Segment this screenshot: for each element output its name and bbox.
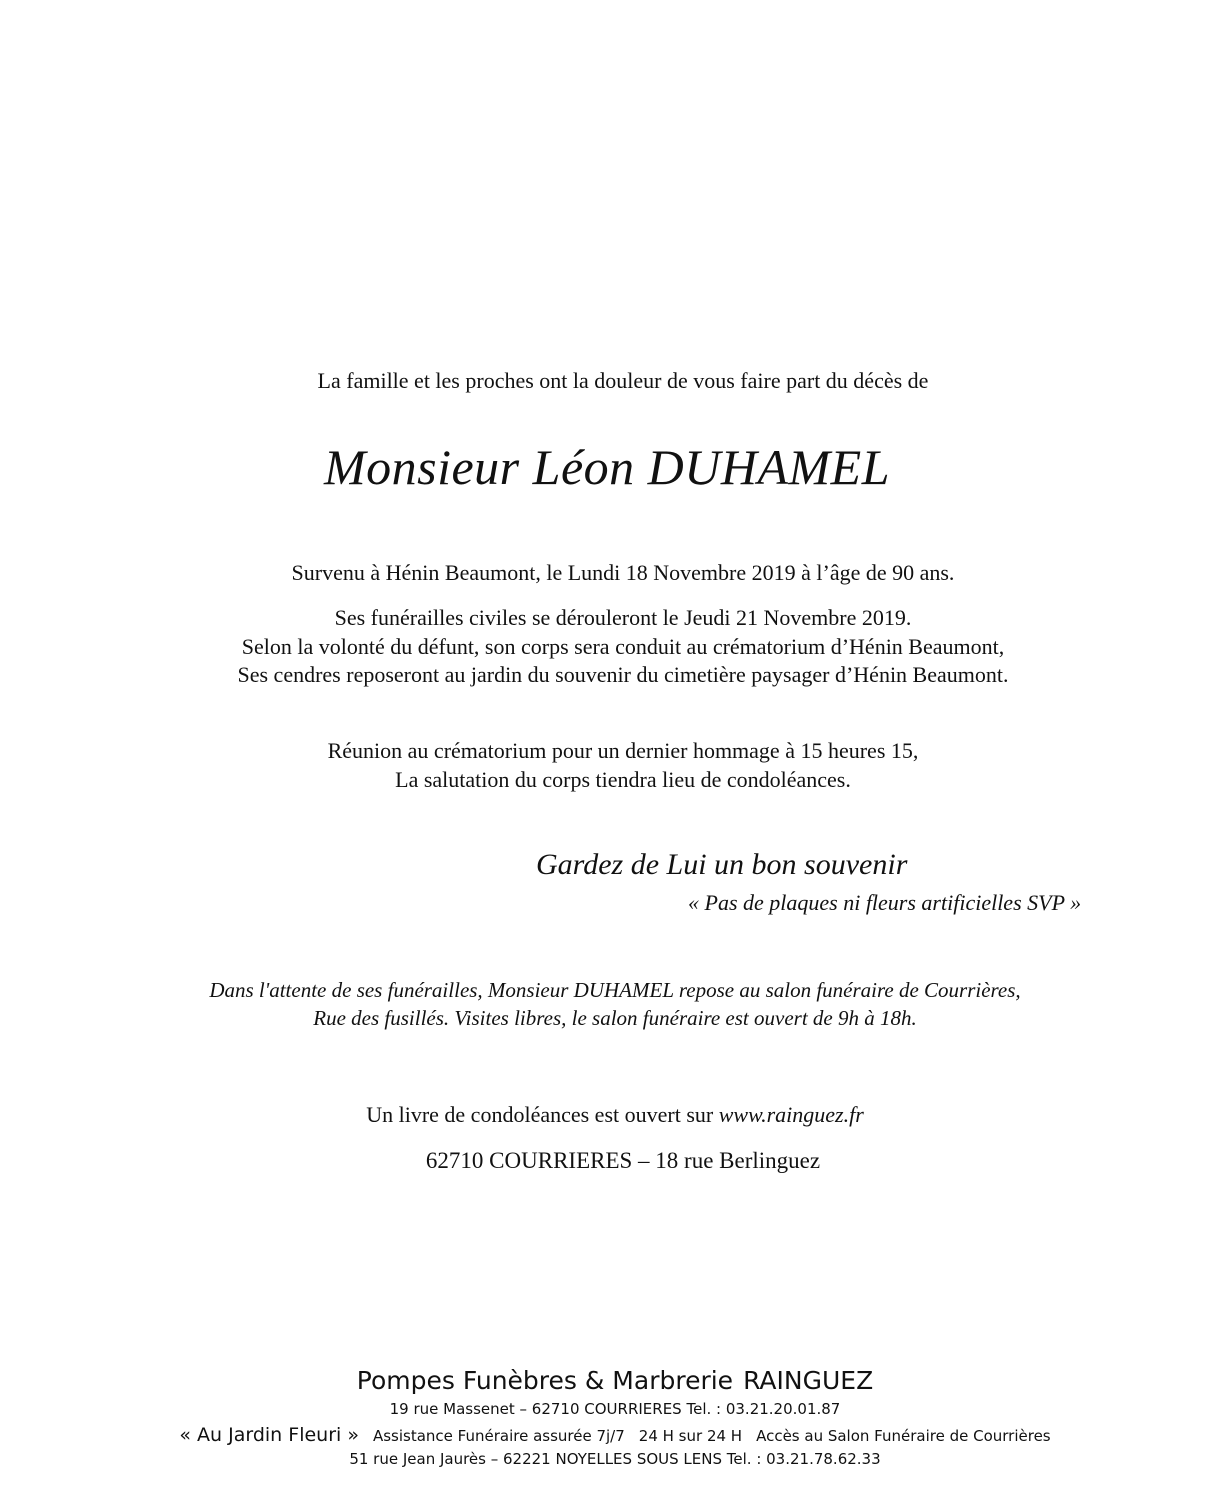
- salon-line-1: Dans l'attente de ses funérailles, Monsieur DUHAMEL repose au salon funéraire de Courrières,: [209, 978, 1021, 1002]
- reunion-line-1: Réunion au crématorium pour un dernier hommage à 15 heures 15,: [327, 738, 919, 763]
- reunion-line-2: La salutation du corps tiendra lieu de condoléances.: [395, 767, 851, 792]
- death-notice: Survenu à Hénin Beaumont, le Lundi 18 Novembre 2019 à l’âge de 90 ans.: [291, 560, 955, 585]
- salon-line-2: Rue des fusillés. Visites libres, le salon funéraire est ouvert de 9h à 18h.: [313, 1006, 917, 1030]
- jardin-fleuri-line: [8, 1424, 1214, 1446]
- company-address: 19 rue Massenet – 62710 COURRIERES Tel. : 03.21.20.01.87: [389, 1400, 841, 1418]
- company-name: [8, 1366, 1214, 1395]
- condolence-book-text: Un livre de condoléances est ouvert sur: [366, 1102, 714, 1127]
- keepsake-phrase: Gardez de Lui un bon souvenir: [536, 848, 908, 881]
- jardin-name: « Au Jardin Fleuri »: [179, 1424, 359, 1446]
- company-brand: RAINGUEZ: [743, 1366, 874, 1395]
- funeral-line-1: Ses funérailles civiles se dérouleront le Jeudi 21 Novembre 2019.: [334, 605, 912, 630]
- condolence-book-link[interactable]: www.rainguez.fr: [718, 1102, 864, 1127]
- company-prefix: Pompes Funèbres & Marbrerie: [356, 1366, 734, 1395]
- jardin-address: 51 rue Jean Jaurès – 62221 NOYELLES SOUS LENS Tel. : 03.21.78.62.33: [349, 1450, 881, 1468]
- deceased-name: Monsieur Léon DUHAMEL: [323, 439, 891, 495]
- condolence-book: [8, 1102, 1214, 1128]
- jardin-hours: 24 H sur 24 H: [638, 1427, 743, 1445]
- jardin-access: Accès au Salon Funéraire de Courrières: [756, 1427, 1051, 1445]
- funeral-line-2: Selon la volonté du défunt, son corps sera conduit au crématorium d’Hénin Beaumont,: [241, 634, 1005, 659]
- intro-text: La famille et les proches ont la douleur de vous faire part du décès de: [317, 368, 929, 393]
- jardin-assistance: Assistance Funéraire assurée 7j/7: [372, 1427, 625, 1445]
- no-plates-request: « Pas de plaques ni fleurs artificielles SVP »: [688, 890, 1082, 915]
- family-address: 62710 COURRIERES – 18 rue Berlinguez: [425, 1148, 821, 1173]
- funeral-line-3: Ses cendres reposeront au jardin du souvenir du cimetière paysager d’Hénin Beaumont.: [237, 662, 1009, 687]
